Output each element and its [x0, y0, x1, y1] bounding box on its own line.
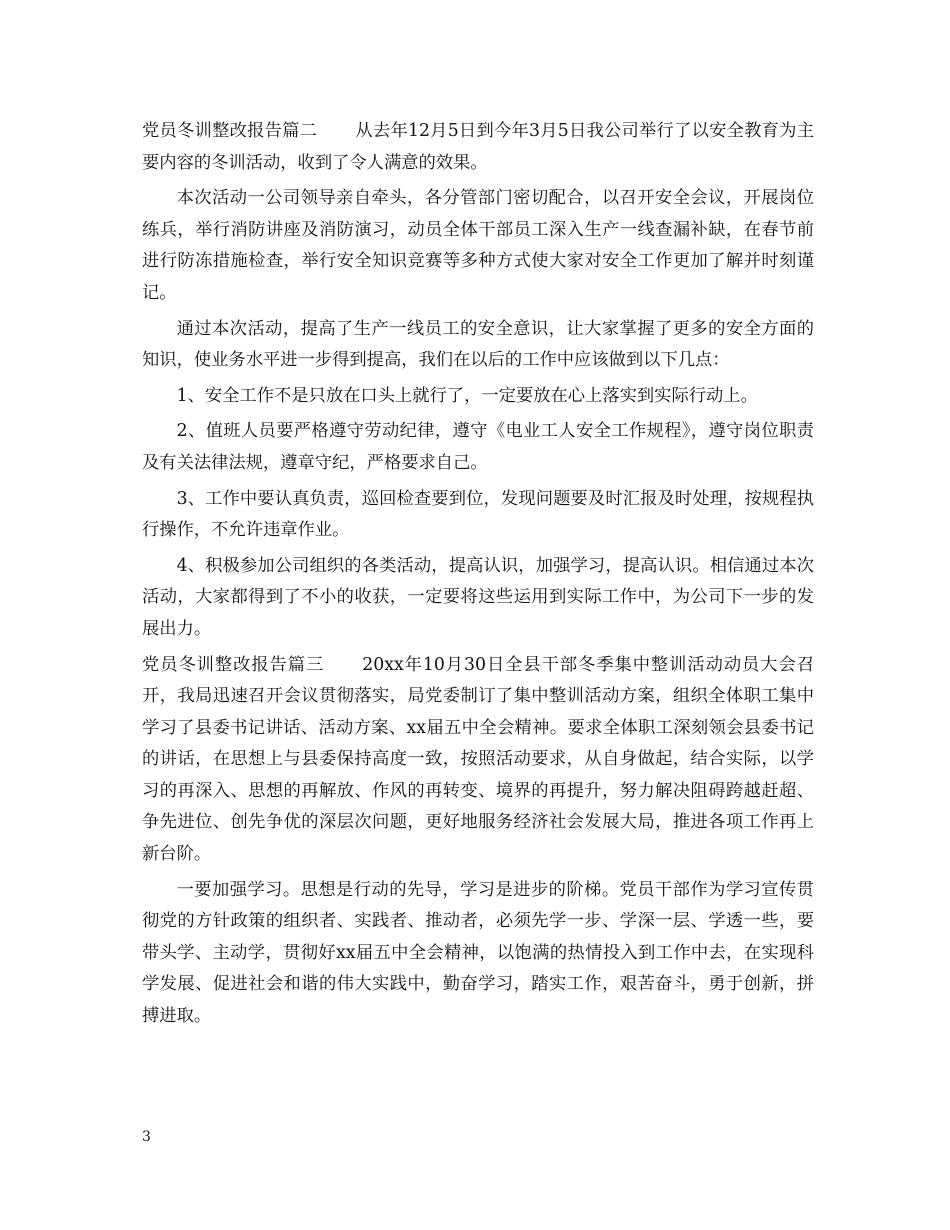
section-three-lead-paragraph — [142, 650, 814, 871]
paragraph: 一要加强学习。思想是行动的先导，学习是进步的阶梯。党员干部作为学习宣传贯彻党的方针政策的组织者、实践者、推动者，必须先学一步、学深一层、学透一些，要带头学、主动学，贯彻好xx届五中全会精神，以饱满的热情投入到工作中去，在实现科学发展、促进社会和谐的伟大实践中，勤奋学习，踏实工作，艰苦奋斗，勇于创新，拼搏进取。 — [142, 879, 814, 1027]
list-item: 4、积极参加公司组织的各类活动，提高认识，加强学习，提高认识。相信通过本次活动，大家都得到了不小的收获，一定要将这些运用到实际工作中，为公司下一步的发展出力。 — [142, 555, 814, 639]
section-two-heading: 党员冬训整改报告篇二 — [142, 121, 318, 141]
list-item: 1、安全工作不是只放在口头上就行了，一定要放在心上落实到实际行动上。 — [176, 385, 758, 406]
section-three-heading: 党员冬训整改报告篇三 — [142, 654, 325, 675]
list-item: 2、值班人员要严格遵守劳动纪律，遵守《电业工人安全工作规程》，遵守岗位职责及有关法律法规，遵章守纪，严格要求自己。 — [142, 421, 814, 473]
page-number: 3 — [142, 1129, 151, 1145]
document-body — [142, 116, 814, 1037]
section-two-lead-paragraph — [142, 116, 814, 179]
section-three-lead: 20xx年10月30日全县干部冬季集中整训活动动员大会召开，我局迅速召开会议贯彻落实，局党委制订了集中整训活动方案，组织全体职工集中学习了县委书记讲话、活动方案、xx届五中全会精神。要求全体职工深刻领会县委书记的讲话，在思想上与县委保持高度一致，按照活动要求，从自身做起，结合实际，以学习的再深入、思想的再解放、作风的再转变、境界的再提升，努力解决阻碍跨越赶超、争先进位、创先争优的深层次问题，更好地服务经济社会发展大局，推进各项工作再上新台阶。 — [142, 654, 814, 865]
section-two-lead: 从去年12月5日到今年3月5日我公司举行了以安全教育为主要内容的冬训活动，收到了令人满意的效果。 — [142, 121, 814, 173]
list-item: 3、工作中要认真负责，巡回检查要到位，发现问题要及时汇报及时处理，按规程执行操作，不允许违章作业。 — [142, 488, 814, 541]
paragraph: 本次活动一公司领导亲自牵头，各分管部门密切配合，以召开安全会议，开展岗位练兵，举行消防讲座及消防演习，动员全体干部员工深入生产一线查漏补缺，在春节前进行防冻措施检查，举行安全知识竞赛等多种方式使大家对安全工作更加了解并时刻谨记。 — [142, 188, 814, 303]
paragraph: 通过本次活动，提高了生产一线员工的安全意识，让大家掌握了更多的安全方面的知识，使业务水平进一步得到提高，我们在以后的工作中应该做到以下几点： — [142, 318, 814, 371]
